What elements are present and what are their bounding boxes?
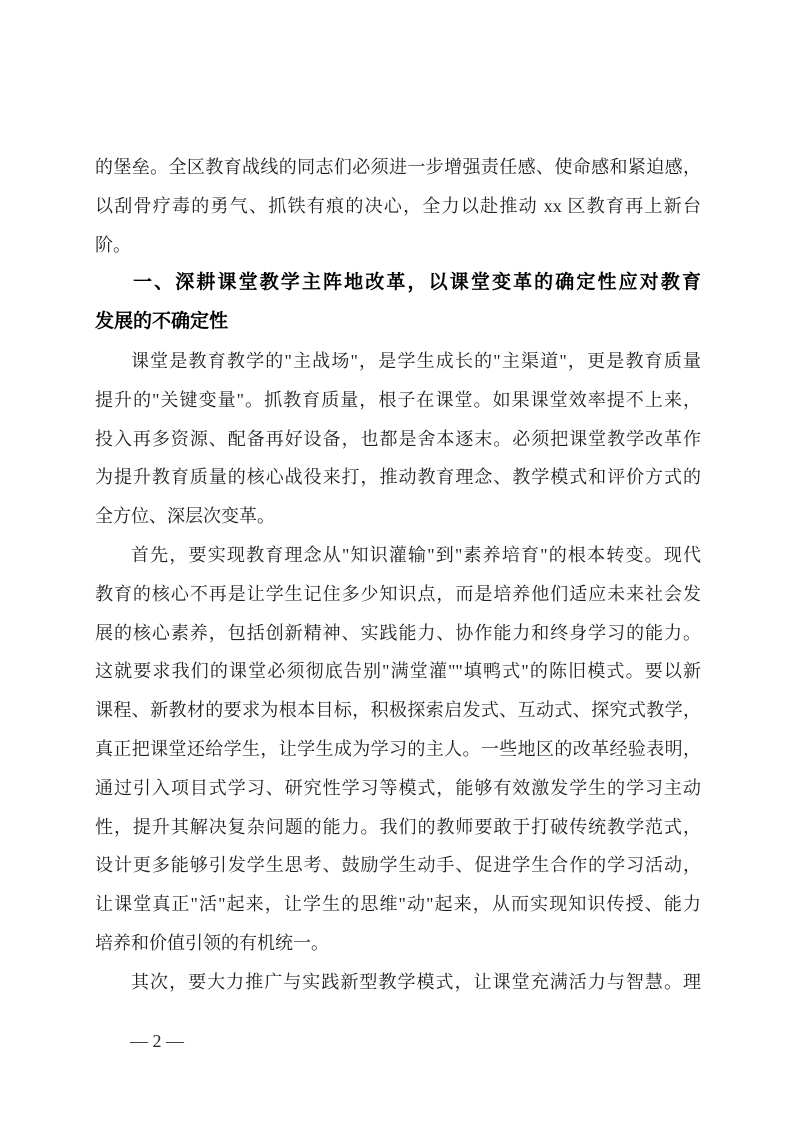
document-body bbox=[95, 148, 701, 1002]
paragraph-line: 其次，要大力推广与实践新型教学模式，让课堂充满活力与智慧。理 bbox=[131, 971, 701, 992]
paragraph-line: 培养和价值引领的有机统一。 bbox=[95, 932, 329, 953]
paragraph-line: 为提升教育质量的核心战役来打，推动教育理念、教学模式和评价方式的 bbox=[95, 467, 701, 488]
paragraph-line: 阶。 bbox=[95, 234, 131, 255]
paragraph-line: 的堡垒。全区教育战线的同志们必须进一步增强责任感、使命感和紧迫感， bbox=[95, 157, 701, 177]
paragraph-line: 这就要求我们的课堂必须彻底告别"满堂灌""填鸭式"的陈旧模式。要以新 bbox=[95, 661, 701, 682]
paragraph-line: 首先，要实现教育理念从"知识灌输"到"素养培育"的根本转变。现代 bbox=[131, 544, 701, 565]
paragraph-line: 以刮骨疗毒的勇气、抓铁有痕的决心，全力以赴推动 xx 区教育再上新台 bbox=[95, 195, 701, 216]
paragraph-line: 展的核心素养，包括创新精神、实践能力、协作能力和终身学习的能力。 bbox=[95, 622, 701, 643]
paragraph-line: 课程、新教材的要求为根本目标，积极探索启发式、互动式、探究式教学， bbox=[95, 700, 701, 721]
paragraph-line: 通过引入项目式学习、研究性学习等模式，能够有效激发学生的学习主动 bbox=[95, 777, 701, 798]
paragraph-line: 设计更多能够引发学生思考、鼓励学生动手、促进学生合作的学习活动， bbox=[95, 855, 701, 876]
paragraph-line: 全方位、深层次变革。 bbox=[95, 506, 275, 527]
paragraph-line: 教育的核心不再是让学生记住多少知识点，而是培养他们适应未来社会发 bbox=[95, 583, 701, 604]
paragraph-line: 性，提升其解决复杂问题的能力。我们的教师要敢于打破传统教学范式， bbox=[95, 816, 701, 837]
paragraph-line: 提升的"关键变量"。抓教育质量，根子在课堂。如果课堂效率提不上来， bbox=[95, 389, 701, 410]
paragraph-line: 投入再多资源、配备再好设备，也都是舍本逐末。必须把课堂教学改革作 bbox=[95, 428, 701, 449]
page-number: — 2 — bbox=[130, 1031, 184, 1051]
paragraph-line: 课堂是教育教学的"主战场"，是学生成长的"主渠道"，更是教育质量 bbox=[131, 350, 701, 371]
section-heading-line: 一、深耕课堂教学主阵地改革，以课堂变革的确定性应对教育 bbox=[133, 272, 701, 294]
paragraph-line: 真正把课堂还给学生，让学生成为学习的主人。一些地区的改革经验表明， bbox=[95, 738, 701, 759]
paragraph-line: 让课堂真正"活"起来，让学生的思维"动"起来，从而实现知识传授、能力 bbox=[95, 894, 701, 915]
section-heading-line: 发展的不确定性 bbox=[95, 311, 229, 333]
